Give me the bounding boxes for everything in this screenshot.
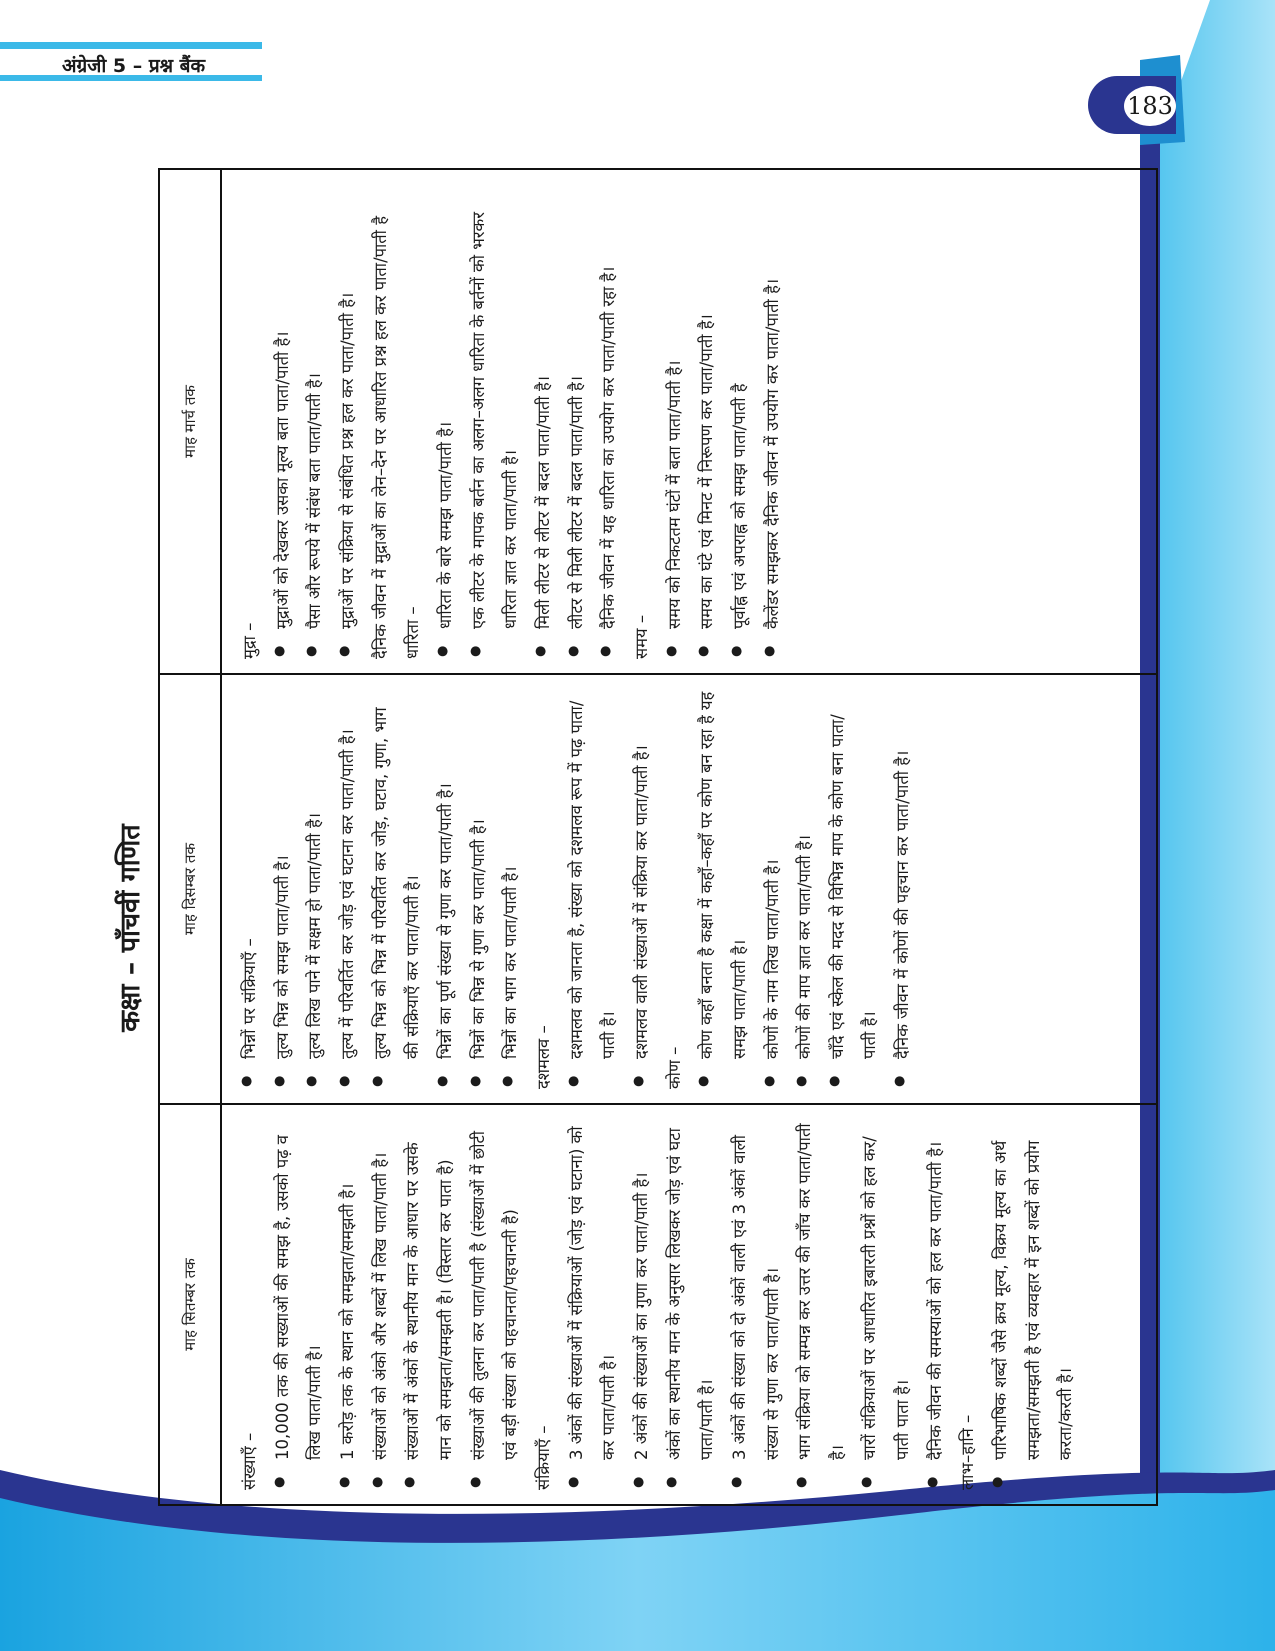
list-item: ● लीटर से मिली लीटर में बदल पाता/पाती है। (561, 184, 594, 629)
section-title: समय – (631, 614, 651, 659)
point-list (267, 184, 365, 659)
list-item: ● अंकों का स्थानीय मान के अनुसार लिखकर जोड़ एवं घटा पाता/पाती है। (659, 1119, 724, 1460)
section-title: लाभ–हानि – (958, 1414, 978, 1490)
class-title: कक्षा – पाँचवीं गणित (115, 824, 146, 1032)
col-header-december: माह दिसम्बर तक (160, 674, 221, 1104)
list-item: ● दैनिक जीवन की समस्याओं को हल कर पाता/पाती है। (920, 1119, 953, 1460)
list-item: ● तुल्य भिन्न को समझ पाता/पाती है। (267, 689, 300, 1059)
list-item: ● चारों संक्रियाओं पर आधारित इबारती प्रश्नों को हल कर/पाती पाता है। (854, 1119, 919, 1460)
section-time (626, 184, 789, 659)
syllabus-table-rotated (160, 170, 1156, 1504)
list-item: ● भिन्नों का भाग कर पाता/पाती है। (495, 689, 528, 1059)
list-item: ● मिली लीटर से लीटर में बदल पाता/पाती है। (528, 184, 561, 629)
list-item: ● मुद्राओं को देखकर उसका मूल्य बता पाता/पाती है। (267, 184, 300, 629)
list-item: ● दैनिक जीवन में यह धारिता का उपयोग कर पाता/पाती रहा है। (593, 184, 626, 629)
list-item: ● तुल्य में परिवर्तित कर जोड़ एवं घटाना कर पाता/पाती है। (332, 689, 365, 1059)
list-item: ● चाँदे एवं स्केल की मदद से विभिन्न माप के कोण बना पाता/पाती है। (822, 689, 887, 1059)
point-list (985, 1119, 1083, 1490)
list-item: ● संख्याओं की तुलना कर पाता/पाती है (संख्याओं में छोटी एवं बड़ी संख्या को पहचानता/पहचानती है) (463, 1119, 528, 1460)
list-item: ● दशमलव को जानता है, संख्या को दशमलव रूप में पढ़ पाता/पाती है। (561, 689, 626, 1059)
list-item: ● 3 अंकों की संख्या को दो अंकों वाली एवं 3 अंकों वाली संख्या से गुणा कर पाता/पाती है। (724, 1119, 789, 1460)
section-decimal (528, 689, 659, 1089)
section-capacity (365, 184, 626, 659)
section-angle (659, 689, 920, 1089)
list-item: ● पूर्वाह्न एवं अपराह्न को समझ पाता/पाती है (724, 184, 757, 629)
list-item-heading: ● भिन्नों पर संक्रियाएँ – (234, 689, 267, 1059)
section-operations (528, 1119, 953, 1490)
section-numbers (234, 1119, 528, 1490)
list-item: ● धारिता के बारे समझ पाता/पाती है। (430, 184, 463, 629)
section-title: संक्रियाएँ – (533, 1425, 553, 1490)
list-item: ● समय को निकटतम घंटों में बता पाता/पाती है। (659, 184, 692, 629)
list-item: ● संख्याओं में अंकों के स्थानीय मान के आधार पर उसके मान को समझता/समझती है। (विस्तार कर पाता है) (397, 1119, 462, 1460)
section-title: संख्याएँ – (240, 1432, 259, 1490)
section-profit-loss (952, 1119, 1083, 1490)
section-title: दैनिक जीवन में मुद्राओं का लेन–देन पर आधारित प्रश्न हल कर पाता/पाती है धारिता – (370, 216, 423, 659)
list-item: ● समय का घंटे एवं मिनट में निरूपण कर पाता/पाती है। (691, 184, 724, 629)
point-list (430, 184, 626, 659)
point-list (691, 689, 920, 1089)
point-list (659, 184, 790, 659)
col-header-september: माह सितम्बर तक (160, 1104, 221, 1504)
list-item: ● तुल्य लिख पाने में सक्षम हो पाता/पाती है। (299, 689, 332, 1059)
list-item: ● पारिभाषिक शब्दों जैसे क्रय मूल्य, विक्रय मूल्य का अर्थ समझता/समझती है एवं व्यवहार में इन शब्दों को प्रयोग करता/करती है। (985, 1119, 1083, 1460)
list-item: ● भिन्नों का भिन्न से गुणा कर पाता/पाती है। (463, 689, 496, 1059)
list-item: ● दैनिक जीवन में कोणों की पहचान कर पाता/पाती है। (887, 689, 920, 1059)
list-item: ● एक लीटर के मापक बर्तन का अलग–अलग धारिता के बर्तनों को भरकर धारिता ज्ञात कर पाता/पाती है। (463, 184, 528, 629)
section-currency (234, 184, 365, 659)
list-item: ● मुद्राओं पर संक्रिया से संबंधित प्रश्न हल कर पाता/पाती है। (332, 184, 365, 629)
right-decoration (1140, 0, 1275, 1651)
list-item: ● संख्याओं को अंको और शब्दों में लिख पाता/पाती है। (365, 1119, 398, 1460)
list-item: ● पैसा और रूपये में संबंध बता पाता/पाती है। (299, 184, 332, 629)
list-item: ● 1 करोड़ तक के स्थान को समझता/समझती है। (332, 1119, 365, 1460)
point-list (561, 1119, 953, 1490)
list-item: ● कोण कहाँ बनता है कक्षा में कहाँ–कहाँ पर कोण बन रहा है यह समझ पाता/पाती है। (691, 689, 756, 1059)
col-september (221, 1104, 1156, 1504)
col-december (221, 674, 1156, 1104)
point-list (234, 689, 267, 1089)
list-item: ● 3 अंकों की संख्याओं में संक्रियाओं (जोड़ एवं घटाना) को कर पाता/पाती है। (561, 1119, 626, 1460)
col-march (221, 170, 1156, 674)
point-list (267, 689, 528, 1089)
list-item: ● 10,000 तक की सख्याओं की समझ है, उसको पढ़ व लिख पाता/पाती है। (267, 1119, 332, 1460)
syllabus-table (160, 170, 1156, 1504)
list-item: ● कोणों के नाम लिख पाता/पाती है। (757, 689, 790, 1059)
section-title: मुद्रा – (240, 622, 259, 659)
point-list (267, 1119, 528, 1490)
book-title: अंग्रेजी 5 – प्रश्न बैंक (62, 55, 206, 77)
list-item: ● भिन्नों का पूर्ण संख्या से गुणा कर पाता/पाती है। (430, 689, 463, 1059)
list-item: ● भाग संक्रिया को सम्पन्न कर उत्तर की जाँच कर पाता/पाती है। (789, 1119, 854, 1460)
header-band-top (0, 42, 262, 49)
col-header-march: माह मार्च तक (160, 170, 221, 674)
section-title: दशमलव – (533, 1025, 553, 1089)
list-item: ● तुल्य भिन्न को भिन्न में परिवर्तित कर जोड़, घटाव, गुणा, भाग की संक्रियाएँ कर पाता/पाती है। (365, 689, 430, 1059)
list-item: ● दशमलव वाली संख्याओं में संक्रिया कर पाता/पाती है। (626, 689, 659, 1059)
list-item: ● कैलेंडर समझकर दैनिक जीवन में उपयोग कर पाता/पाती है। (757, 184, 790, 629)
list-item: ● कोणों की माप ज्ञात कर पाता/पाती है। (789, 689, 822, 1059)
section-title: कोण – (664, 1046, 684, 1089)
syllabus-table-frame (158, 168, 1158, 1506)
point-list (561, 689, 659, 1089)
list-item: ● 2 अंकों की संख्याओं का गुणा कर पाता/पाती है। (626, 1119, 659, 1460)
page-number: 183 (1124, 86, 1176, 126)
section-fractions (234, 689, 528, 1089)
